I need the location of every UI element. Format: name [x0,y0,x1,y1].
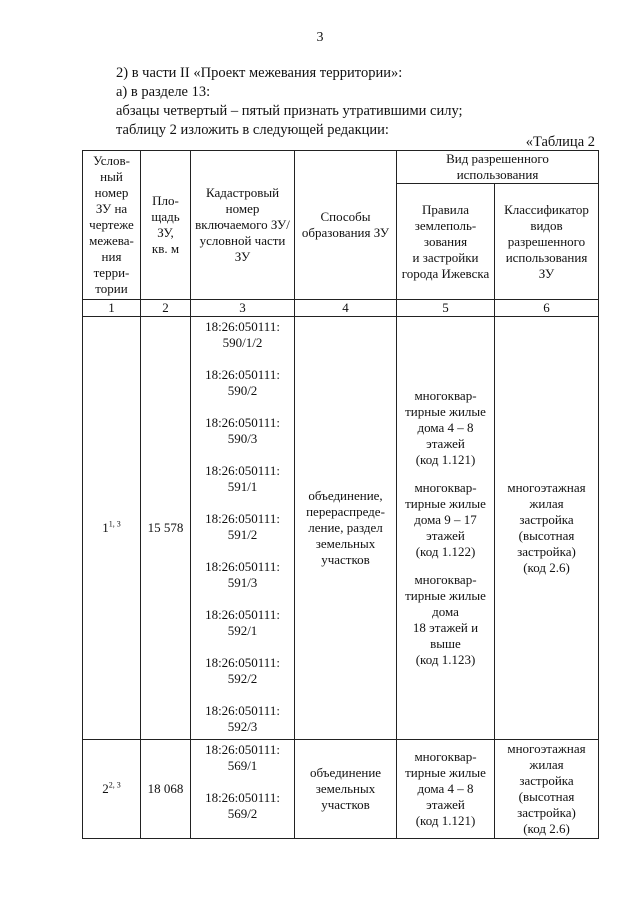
cadastral-line: 569/2 [227,806,258,821]
area-cell: 18 068 [141,740,191,839]
permitted-use-line: дома 4 – 8 [417,420,474,435]
text-line: земельных [315,781,376,796]
permitted-use-line: этажей [426,528,465,543]
text-line: Классификатор [504,201,589,217]
column-number-row [83,300,599,317]
text-line: жилая [529,496,564,511]
text-line: терри- [93,265,130,280]
cadastral-line: 592/1 [227,623,258,638]
permitted-use-line: этажей [426,797,465,812]
text-line: видов [530,217,563,233]
permitted-use-line: (код 1.121) [415,813,476,828]
text-line: объединение [309,765,382,780]
permitted-use-line: многоквар- [414,749,477,764]
column-number: 1 [83,300,141,317]
text-line: щадь [151,209,180,224]
cadastral-number [193,742,292,774]
text-line: застройка [519,773,574,788]
cadastral-number [193,367,292,399]
intro-text [116,64,616,140]
text-line: и застройки [412,249,479,265]
cadastral-line: 569/1 [227,758,258,773]
text-line: ЗУ [538,265,555,281]
cadastral-number [193,319,292,351]
cadastral-number [193,463,292,495]
permitted-use-item [399,749,492,829]
text-line: тории [95,281,128,296]
plot-number-footnote: 1, 3 [108,519,121,529]
cadastral-line: 18:26:050111: [205,742,280,757]
rules-cell [397,740,495,839]
permitted-use-item [399,572,492,668]
table-row [83,740,599,839]
text-line: образования ЗУ [301,225,390,240]
header-permitted-use [397,151,599,184]
text-line: разрешенного [507,233,586,249]
cadastral-line: 590/2 [227,383,258,398]
plot-number: 1 [102,520,109,535]
plot-number: 2 [102,781,109,796]
text-line: участков [321,552,370,567]
text-line: условной части [199,233,286,248]
text-line: Правила [421,201,469,217]
column-number: 3 [191,300,295,317]
cadastral-line: 18:26:050111: [205,655,280,670]
cadastral-number [193,511,292,543]
cadastral-number [193,703,292,735]
text-line: межева- [89,233,134,248]
land-plots-table [82,150,599,839]
permitted-use-item [399,480,492,560]
cadastral-cell [191,317,295,740]
header-row-top [83,151,599,184]
text-line: включаемого ЗУ/ [195,217,290,232]
permitted-use-line: многоквар- [414,572,477,587]
text-line: многоэтажная [507,480,586,495]
cadastral-line: 18:26:050111: [205,559,280,574]
header-classifier [495,184,599,300]
text-line: Кадастровый [205,185,280,200]
text-line: (высотная [518,528,575,543]
cadastral-line: 18:26:050111: [205,703,280,718]
plot-number-cell [83,317,141,740]
text-line: чертеже [89,217,134,232]
permitted-use-line: тирные жилые [405,496,486,511]
classifier-cell [495,740,599,839]
cadastral-line: 590/1/2 [222,335,263,350]
cadastral-number [193,790,292,822]
column-number: 6 [495,300,599,317]
intro-line: а) в разделе 13: [116,84,211,100]
cadastral-line: 18:26:050111: [205,367,280,382]
method-cell [295,740,397,839]
text-line: застройка) [517,544,576,559]
cadastral-number [193,655,292,687]
text-line: ный [100,169,123,184]
cadastral-line: 591/3 [227,575,258,590]
cadastral-line: 18:26:050111: [205,463,280,478]
permitted-use-line: этажей [426,436,465,451]
text-line: застройка) [517,805,576,820]
text-line: перераспреде- [306,504,385,519]
table-row [83,317,599,740]
header-method [295,151,397,300]
plot-number-footnote: 2, 3 [108,780,121,790]
header-cadastral [191,151,295,300]
cadastral-line: 590/3 [227,431,258,446]
permitted-use-line: дома 9 – 17 [414,512,477,527]
text-line: номер [225,201,260,216]
permitted-use-line: дома [432,604,459,619]
text-line: многоэтажная [507,741,586,756]
text-line: земельных [315,536,376,551]
rules-cell [397,317,495,740]
text-line: кв. м [151,241,180,256]
text-line: застройка [519,512,574,527]
permitted-use-line: выше [430,636,461,651]
text-line: жилая [529,757,564,772]
header-plot-number [83,151,141,300]
classifier-cell [495,317,599,740]
cadastral-cell [191,740,295,839]
permitted-use-line: 18 этажей и [412,620,479,635]
area-cell: 15 578 [141,317,191,740]
permitted-use-line: (код 1.122) [415,544,476,559]
column-number: 2 [141,300,191,317]
column-number: 5 [397,300,495,317]
column-number: 4 [295,300,397,317]
text-line: ния [101,249,122,264]
text-line: города Ижевска [401,265,490,281]
text-line: (код 2.6) [523,560,570,575]
text-line: Услов- [93,153,130,168]
header-area [141,151,191,300]
text-line: ЗУ, [157,225,174,240]
cadastral-line: 591/1 [227,479,258,494]
table-caption: «Таблица 2 [525,134,595,150]
cadastral-line: 592/2 [227,671,258,686]
text-line: землеполь- [414,217,477,233]
cadastral-line: 18:26:050111: [205,319,280,334]
cadastral-line: 591/2 [227,527,258,542]
method-cell [295,317,397,740]
cadastral-number [193,607,292,639]
text-line: ление, раздел [308,520,383,535]
permitted-use-line: тирные жилые [405,404,486,419]
text-line: объединение, [308,488,383,503]
text-line: Способы [320,209,371,224]
text-line: участков [321,797,370,812]
text-line: номер [94,185,129,200]
header-rules [397,184,495,300]
intro-line: 2) в части II «Проект межевания территории»: [116,65,403,81]
cadastral-line: 18:26:050111: [205,790,280,805]
permitted-use-line: многоквар- [414,388,477,403]
cadastral-number [193,415,292,447]
page-number: 3 [316,30,324,45]
cadastral-line: 18:26:050111: [205,415,280,430]
permitted-use-line: многоквар- [414,480,477,495]
text-line: использования [505,249,588,265]
text-line: ЗУ на [95,201,128,216]
text-line: использования [456,167,539,182]
permitted-use-line: тирные жилые [405,765,486,780]
text-line: Пло- [152,193,179,208]
intro-line: абзацы четвертый – пятый признать утратившими силу; [116,103,463,119]
cadastral-line: 18:26:050111: [205,607,280,622]
permitted-use-line: дома 4 – 8 [417,781,474,796]
permitted-use-item [399,388,492,468]
plot-number-cell [83,740,141,839]
cadastral-line: 592/3 [227,719,258,734]
permitted-use-line: (код 1.121) [415,452,476,467]
permitted-use-line: тирные жилые [405,588,486,603]
cadastral-number [193,559,292,591]
text-line: (высотная [518,789,575,804]
permitted-use-line: (код 1.123) [415,652,476,667]
intro-line: таблицу 2 изложить в следующей редакции: [116,122,389,138]
cadastral-line: 18:26:050111: [205,511,280,526]
text-line: Вид разрешенного [446,151,549,166]
text-line: ЗУ [234,249,251,264]
text-line: (код 2.6) [523,821,570,836]
text-line: зования [423,233,468,249]
